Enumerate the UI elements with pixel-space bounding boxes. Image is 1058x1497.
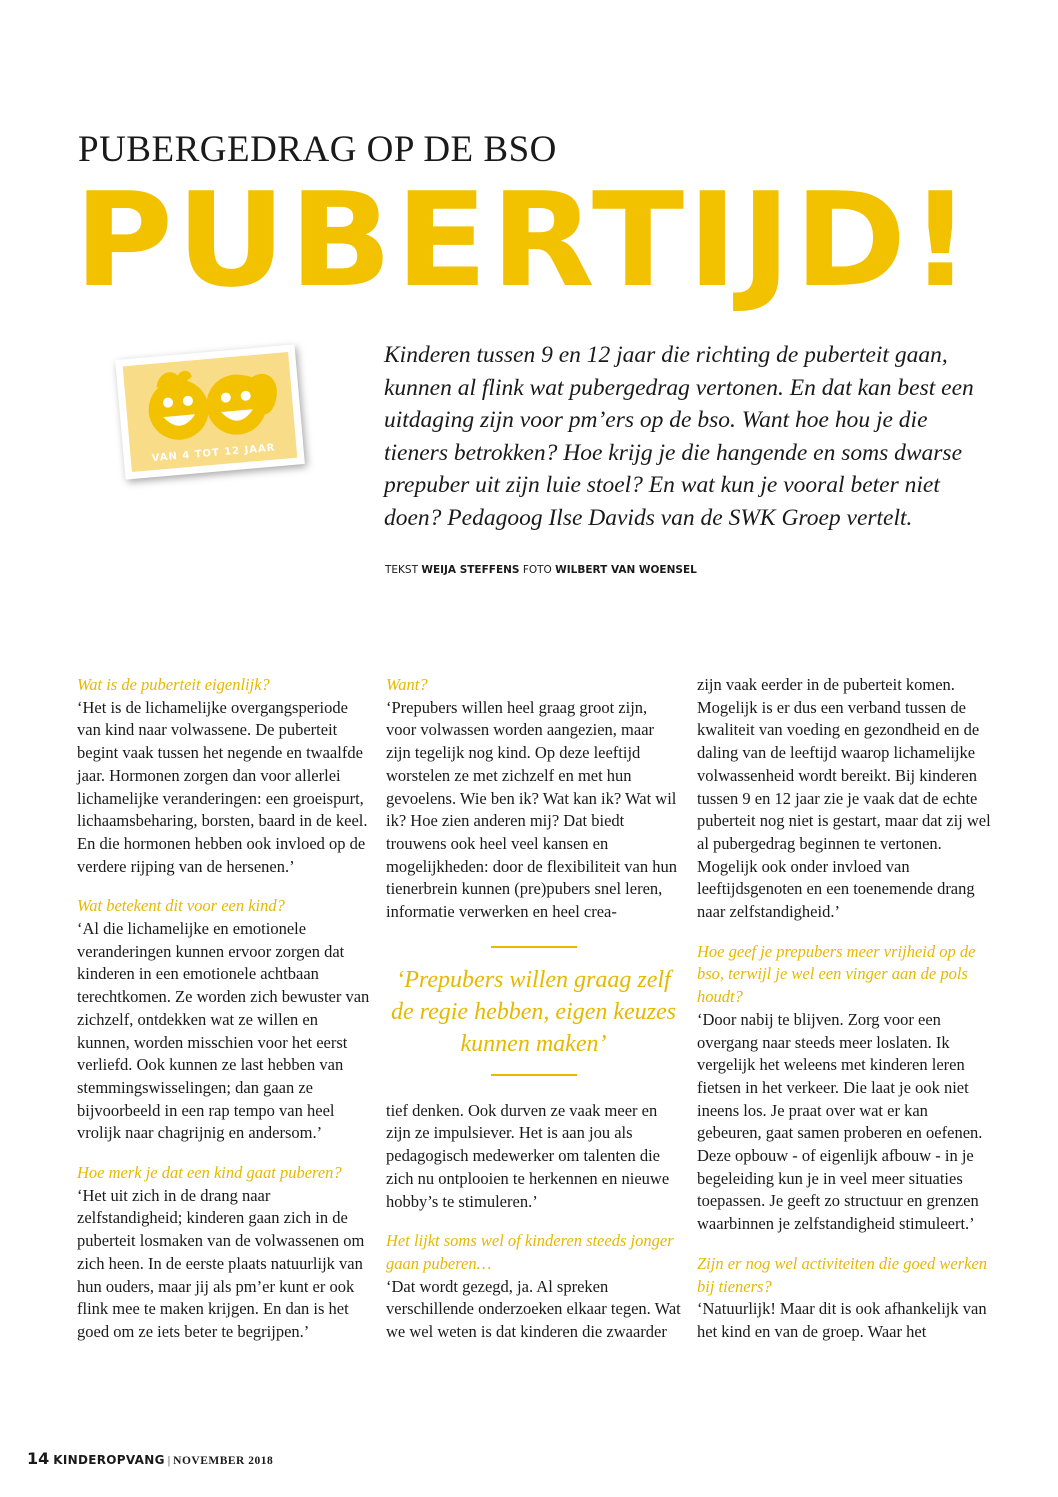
magazine-name: KINDEROPVANG — [53, 1453, 165, 1467]
photographer-name: WILBERT VAN WOENSEL — [555, 564, 697, 576]
article-column-2 — [386, 674, 681, 1344]
age-badge — [115, 344, 305, 479]
page-number: 14 — [27, 1449, 50, 1468]
answer: ‘Al die lichamelijke en emotionele veranderingen kunnen ervoor zorgen dat kinderen in een emotionele achtbaan terechtkomen. Ze worden zich bewuster van zichzelf, ontdekken wat ze willen en kunnen, worden misschien voor het eerst verliefd. Ook kunnen ze last hebben van stemmingswisselingen; dan gaan ze bijvoorbeeld in een rap tempo van heel vrolijk naar chagrijnig en andersom.’ — [77, 919, 370, 1143]
qa-block — [77, 895, 372, 1145]
answer-continued: zijn vaak eerder in de puberteit komen. Mogelijk is er dus een verband tussen de kwaliteit van voeding en gezondheid en de daling van de leeftijd waarop lichamelijke volwassenheid wordt bereikt. Bij kinderen tussen 9 en 12 jaar zie je vaak dat de echte puberteit nog niet is gestart, maar dat zij wel al pubergedrag beginnen te vertonen. Mogelijk ook onder invloed van leeftijdsgenoten en een toenemende drang naar zelfstandigheid.’ — [697, 675, 991, 922]
photo-label: FOTO — [522, 564, 552, 576]
kicker: PUBERGEDRAG OP DE BSO — [78, 129, 557, 170]
headline: PUBERTIJD! — [74, 164, 975, 316]
footer-separator: | — [167, 1453, 171, 1467]
question: Hoe geef je prepubers meer vrijheid op de bso, terwijl je wel een vinger aan de pols houdt? — [697, 941, 976, 1007]
age-badge-card — [123, 352, 298, 472]
pull-quote-rule-bottom — [491, 1074, 577, 1076]
question: Zijn er nog wel activiteiten die goed werken bij tieners? — [697, 1253, 988, 1296]
article-column-1 — [77, 674, 372, 1361]
question: Wat betekent dit voor een kind? — [77, 896, 285, 916]
age-badge-text: VAN 4 TOT 12 JAAR — [151, 442, 276, 465]
answer: ‘Dat wordt gezegd, ja. Al spreken verschillende onderzoeken elkaar tegen. Wat we wel weten is dat kinderen die zwaarder — [386, 1276, 681, 1342]
issue-date: NOVEMBER 2018 — [173, 1455, 274, 1467]
intro-paragraph: Kinderen tussen 9 en 12 jaar die richting de puberteit gaan, kunnen al flink wat pubergedrag vertonen. En dat kan best een uitdaging zijn voor pm’ers op de bso. Want hoe hou je die tieners betrokken? Hoe krijg je die hangende en soms dwarse prepuber uit zijn luie stoel? En wat kun je vooral beter niet doen? Pedagoog Ilse Davids van de SWK Groep vertelt. — [384, 342, 974, 531]
question: Hoe merk je dat een kind gaat puberen? — [77, 1163, 342, 1183]
pull-quote-text: ‘Prepubers willen graag zelf de regie hebben, eigen keuzes kunnen maken’ — [391, 966, 676, 1057]
pull-quote — [386, 946, 681, 1076]
qa-block — [77, 1162, 372, 1344]
question: Wat is de puberteit eigenlijk? — [77, 675, 270, 694]
question: Het lijkt soms wel of kinderen steeds jonger gaan puberen… — [386, 1231, 674, 1273]
question: Want? — [386, 675, 428, 694]
byline — [385, 564, 697, 576]
answer: ‘Natuurlijk! Maar dit is ook afhankelijk van het kind en van de groep. Waar het — [697, 1299, 987, 1341]
answer: ‘Het is de lichamelijke overgangsperiode van kind naar volwassene. De puberteit begint vaak tussen het negende en twaalfde jaar. Hormonen zorgen dan voor allerlei lichamelijke veranderingen: een groeispurt, lichaamsbeharing, borsten, baard in de keel. En die hormonen hebben ook invloed op de verdere rijping van de hersenen.’ — [77, 697, 368, 876]
answer: ‘Door nabij te blijven. Zorg voor een overgang naar steeds meer loslaten. Ik vergelijk het weleens met kinderen leren fietsen in het verkeer. Die laat je ook niet ineens los. Je praat over wat er kan gebeuren, gaat samen proberen en oefenen. Deze opbouw - of eigenlijk afbouw - in je begeleiding kun je in veel meer situaties toepassen. Je geeft zo structuur en grenzen waarbinnen je zelfstandigheid stimuleert.’ — [697, 1009, 983, 1234]
two-smiling-faces-icon — [133, 356, 289, 449]
qa-block — [77, 674, 372, 878]
answer: ‘Prepubers willen heel graag groot zijn, voor volwassen worden aangezien, maar zijn tegelijk nog kind. Op deze leeftijd worstelen ze met zichzelf en met hun gevoelens. Wie ben ik? Wat kan ik? Wat wil ik? Hoe zien anderen mij? Dat biedt trouwens ook heel veel kansen en mogelijkheden: door de flexibiliteit van hun tienerbrein kunnen (pre)pubers snel leren, informatie verwerken en heel crea- — [386, 697, 677, 922]
article-column-3 — [697, 674, 992, 1344]
answer-continued: tief denken. Ook durven ze vaak meer en zijn ze impulsiever. Het is aan jou als pedagogisch medewerker om talenten die zich nu ontplooien te herkennen en nieuwe hobby’s te stimuleren.’ — [386, 1100, 670, 1211]
text-label: TEKST — [385, 564, 419, 576]
answer: ‘Het uit zich in de drang naar zelfstandigheid; kinderen gaan zich in de puberteit losmaken van de volwassenen om zich heen. In de eerste plaats natuurlijk van hun ouders, maar jij als pm’er kunt er ook flink mee te maken krijgen. En dan is het goed om ze iets beter te begrijpen.’ — [77, 1185, 365, 1341]
pull-quote-rule-top — [491, 946, 577, 948]
page-footer — [27, 1449, 273, 1468]
author-name: WEIJA STEFFENS — [421, 564, 520, 576]
